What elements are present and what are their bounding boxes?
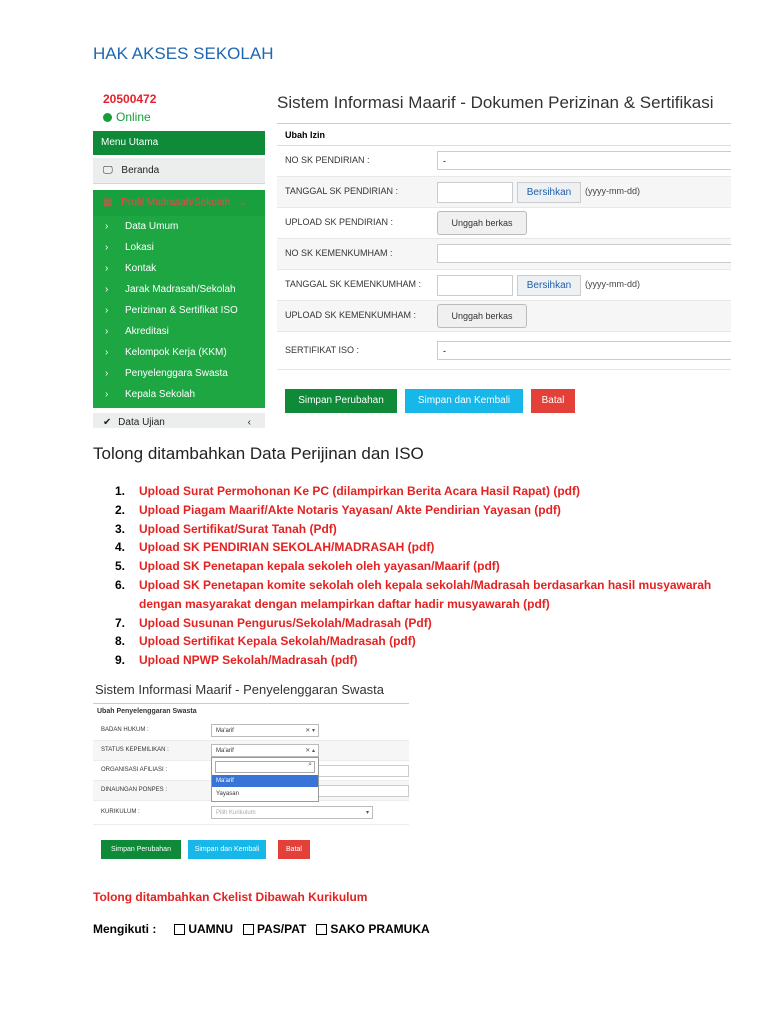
sidebar-item-data-ujian[interactable]: ✔ Data Ujian ‹ bbox=[93, 413, 265, 428]
checkbox-pas-pat[interactable]: PAS/PAT bbox=[243, 922, 306, 936]
badan-hukum-select[interactable]: Ma'arif ✕ ▾ bbox=[211, 724, 319, 737]
save-and-back-button[interactable]: Simpan dan Kembali bbox=[405, 389, 523, 413]
kurikulum-select[interactable]: Pilih Kurikulum ▾ bbox=[211, 806, 373, 819]
form-panel bbox=[277, 123, 731, 414]
list-item: 2. Upload Piagam Maarif/Akte Notaris Yayasan/ Akte Pendirian Yayasan (pdf) bbox=[115, 502, 561, 517]
profil-submenu bbox=[93, 216, 265, 408]
clear-chevron-icon: ✕ ▴ bbox=[305, 748, 315, 754]
chevron-right-icon: › bbox=[105, 389, 109, 400]
panel-title: Ubah Izin bbox=[277, 124, 731, 146]
row-upload-sk-pendirian bbox=[277, 208, 731, 239]
online-dot-icon bbox=[103, 113, 112, 122]
submenu-item[interactable]: › Jarak Madrasah/Sekolah bbox=[93, 279, 265, 300]
list-item: 8. Upload Sertifikat Kepala Sekolah/Madrasah (pdf) bbox=[115, 634, 416, 649]
field-label: DINAUNGAN PONPES : bbox=[101, 787, 168, 793]
document-title: HAK AKSES SEKOLAH bbox=[93, 44, 274, 63]
field-label: TANGGAL SK PENDIRIAN : bbox=[285, 186, 399, 196]
chevron-right-icon: › bbox=[105, 305, 109, 316]
screenshot-penyelenggaran-swasta bbox=[93, 680, 409, 876]
no-sk-pendirian-input[interactable]: - bbox=[437, 151, 731, 170]
panel-title: Ubah Penyelenggaran Swasta bbox=[97, 708, 197, 715]
field-label: UPLOAD SK PENDIRIAN : bbox=[285, 217, 394, 227]
sidebar-item-label: Beranda bbox=[121, 165, 160, 176]
cancel-button[interactable]: Batal bbox=[531, 389, 575, 413]
clear-chevron-icon: ✕ ▾ bbox=[305, 728, 315, 734]
field-label: TANGGAL SK KEMENKUMHAM : bbox=[285, 279, 422, 289]
submenu-item[interactable]: › Data Umum bbox=[93, 216, 265, 237]
save-button[interactable]: Simpan Perubahan bbox=[101, 840, 181, 859]
submenu-item[interactable]: › Akreditasi bbox=[93, 321, 265, 342]
row-tgl-sk-kemenkumham bbox=[277, 270, 731, 301]
section-heading: Tolong ditambahkan Data Perijinan dan ISO bbox=[93, 444, 424, 463]
search-icon: ⌕ bbox=[308, 761, 312, 768]
grid-icon: ▦ bbox=[103, 197, 113, 208]
main-content bbox=[265, 83, 731, 428]
field-label: NO SK PENDIRIAN : bbox=[285, 155, 370, 165]
cancel-button[interactable]: Batal bbox=[278, 840, 310, 859]
checkbox-sako-pramuka[interactable]: SAKO PRAMUKA bbox=[316, 922, 429, 936]
status-dropdown bbox=[211, 757, 319, 802]
page-title: Sistem Informasi Maarif - Penyelenggaran Swasta bbox=[95, 682, 385, 697]
sidebar-item-profil[interactable] bbox=[93, 190, 265, 216]
dropdown-option[interactable]: Ma'arif bbox=[212, 775, 318, 787]
user-id: 20500472 bbox=[103, 92, 157, 106]
chevron-right-icon: › bbox=[105, 368, 109, 379]
row-sertifikat-iso bbox=[277, 332, 731, 370]
sidebar bbox=[93, 83, 265, 428]
sidebar-item-beranda[interactable] bbox=[93, 158, 265, 184]
checkbox-uamnu[interactable]: UAMNU bbox=[174, 922, 233, 936]
save-button[interactable]: Simpan Perubahan bbox=[285, 389, 397, 413]
submenu-item[interactable]: › Perizinan & Sertifikat ISO bbox=[93, 300, 265, 321]
checkbox-icon bbox=[243, 924, 254, 935]
submenu-item[interactable]: › Kepala Sekolah bbox=[93, 384, 265, 405]
dropdown-option[interactable]: Yayasan bbox=[216, 791, 239, 797]
chevron-right-icon: › bbox=[105, 347, 109, 358]
note-text: Tolong ditambahkan Ckelist Dibawah Kurikulum bbox=[93, 890, 368, 904]
page-title: Sistem Informasi Maarif - Dokumen Perizinan & Sertifikasi bbox=[277, 93, 714, 112]
chevron-down-icon: ▾ bbox=[365, 810, 369, 816]
checklist-label: Mengikuti : bbox=[93, 922, 157, 936]
date-format-hint: (yyyy-mm-dd) bbox=[585, 279, 640, 289]
dropdown-search-input[interactable] bbox=[215, 761, 315, 773]
chevron-right-icon: › bbox=[105, 242, 109, 253]
screenshot-dokumen-perizinan bbox=[93, 83, 731, 428]
checkbox-icon bbox=[316, 924, 327, 935]
chevron-right-icon: › bbox=[105, 284, 109, 295]
sidebar-item-label: Profil Madrasah/Sekolah bbox=[121, 197, 231, 208]
clear-button[interactable]: Bersihkan bbox=[517, 275, 581, 296]
status-kepemilikan-select[interactable]: Ma'arif ✕ ▴ bbox=[211, 744, 319, 757]
submenu-item[interactable]: › Penyelenggara Swasta bbox=[93, 363, 265, 384]
list-item: 6. Upload SK Penetapan komite sekolah oleh kepala sekolah/Madrasah berdasarkan hasil musyawarah dengan masyarakat dengan melampirkan daftar hadir musyawarah (pdf) bbox=[115, 577, 712, 611]
chevron-down-icon: ⌄ bbox=[238, 197, 248, 208]
tgl-sk-pendirian-input[interactable] bbox=[437, 182, 513, 203]
save-and-back-button[interactable]: Simpan dan Kembali bbox=[188, 840, 266, 859]
online-status-label: Online bbox=[116, 110, 151, 124]
list-item: 9. Upload NPWP Sekolah/Madrasah (pdf) bbox=[115, 653, 358, 668]
list-item: 1. Upload Surat Permohonan Ke PC (dilampirkan Berita Acara Hasil Rapat) (pdf) bbox=[115, 484, 580, 498]
list-item: 7. Upload Susunan Pengurus/Sekolah/Madrasah (Pdf) bbox=[115, 615, 432, 630]
field-label: UPLOAD SK KEMENKUMHAM : bbox=[285, 310, 417, 320]
chevron-right-icon: › bbox=[105, 263, 109, 274]
field-label: SERTIFIKAT ISO : bbox=[285, 345, 360, 355]
submenu-item[interactable]: › Lokasi bbox=[93, 237, 265, 258]
sertifikat-iso-input[interactable]: - bbox=[437, 341, 731, 360]
chevron-left-icon: ‹ bbox=[247, 417, 251, 428]
row-no-sk-kemenkumham bbox=[277, 239, 731, 270]
row-tgl-sk-pendirian bbox=[277, 177, 731, 208]
row-badan-hukum bbox=[93, 721, 409, 741]
list-item: 5. Upload SK Penetapan kepala sekoleh oleh yayasan/Maarif (pdf) bbox=[115, 559, 500, 574]
upload-button[interactable]: Unggah berkas bbox=[437, 304, 527, 328]
field-label: NO SK KEMENKUMHAM : bbox=[285, 248, 393, 258]
check-icon: ✔ bbox=[103, 417, 112, 428]
row-upload-sk-kemenkumham bbox=[277, 301, 731, 332]
row-kurikulum bbox=[93, 801, 409, 825]
menu-header: Menu Utama bbox=[93, 131, 265, 155]
submenu-item[interactable]: › Kontak bbox=[93, 258, 265, 279]
online-status bbox=[103, 110, 151, 124]
checkbox-icon bbox=[174, 924, 185, 935]
list-item: 4. Upload SK PENDIRIAN SEKOLAH/MADRASAH (pdf) bbox=[115, 540, 435, 555]
field-label: STATUS KEPEMILIKAN : bbox=[101, 747, 169, 753]
row-no-sk-pendirian bbox=[277, 146, 731, 177]
checklist bbox=[93, 922, 440, 936]
list-item: 3. Upload Sertifikat/Surat Tanah (Pdf) bbox=[115, 521, 337, 536]
chevron-right-icon: › bbox=[105, 326, 109, 337]
chevron-right-icon: › bbox=[105, 221, 109, 232]
upload-button[interactable]: Unggah berkas bbox=[437, 211, 527, 235]
submenu-item[interactable]: › Kelompok Kerja (KKM) bbox=[93, 342, 265, 363]
field-label: ORGANISASI AFILIASI : bbox=[101, 767, 168, 773]
clear-button[interactable]: Bersihkan bbox=[517, 182, 581, 203]
tgl-sk-kemenkumham-input[interactable] bbox=[437, 275, 513, 296]
field-label: BADAN HUKUM : bbox=[101, 727, 149, 733]
requirements-list bbox=[93, 482, 743, 670]
no-sk-kemenkumham-input[interactable] bbox=[437, 244, 731, 263]
field-label: KURIKULUM : bbox=[101, 809, 140, 815]
date-format-hint: (yyyy-mm-dd) bbox=[585, 186, 640, 196]
monitor-icon: 🖵 bbox=[103, 165, 113, 176]
